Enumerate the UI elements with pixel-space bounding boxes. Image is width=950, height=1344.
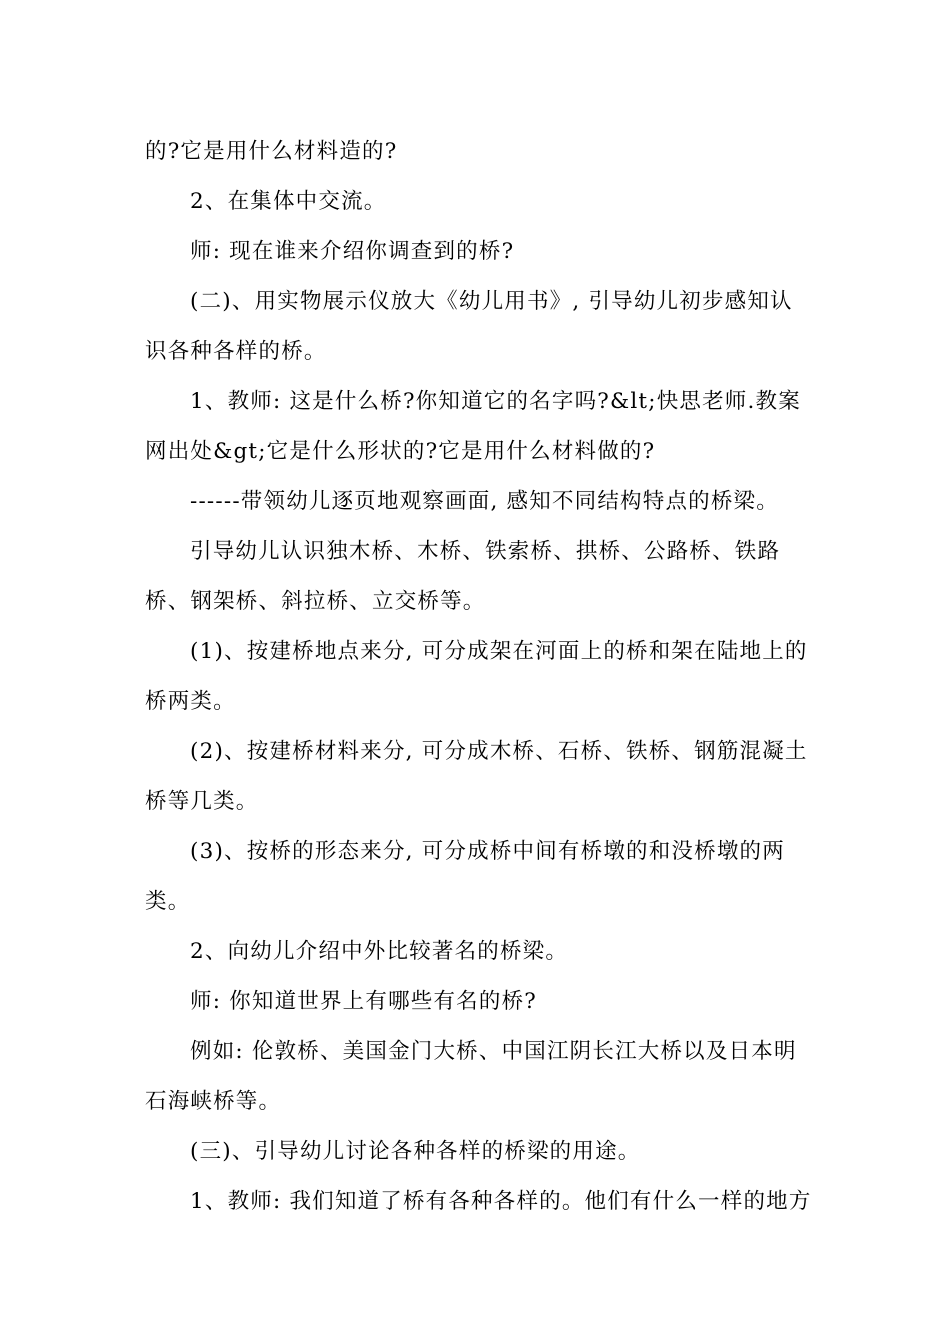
text-line: 2、向幼儿介绍中外比较著名的桥梁。 — [190, 939, 569, 964]
text-line: 例如: 伦敦桥、美国金门大桥、中国江阴长江大桥以及日本明 — [190, 1039, 797, 1064]
text-line: 2、在集体中交流。 — [190, 189, 387, 214]
text-line: 引导幼儿认识独木桥、木桥、铁索桥、拱桥、公路桥、铁路 — [190, 539, 781, 564]
text-line: 1、教师: 这是什么桥?你知道它的名字吗?&lt;快思老师.教案 — [190, 389, 801, 414]
text-line: (三)、引导幼儿讨论各种各样的桥梁的用途。 — [190, 1139, 641, 1164]
text-line: 的?它是用什么材料造的? — [145, 139, 398, 164]
text-line: 桥两类。 — [145, 689, 236, 714]
text-line: 师: 现在谁来介绍你调查到的桥? — [190, 239, 515, 264]
text-line: 桥、钢架桥、斜拉桥、立交桥等。 — [145, 589, 486, 614]
text-line: 桥等几类。 — [145, 789, 259, 814]
text-line: (1)、按建桥地点来分, 可分成架在河面上的桥和架在陆地上的 — [190, 639, 808, 664]
text-line: (二)、用实物展示仪放大《幼儿用书》, 引导幼儿初步感知认 — [190, 289, 793, 314]
text-line: 类。 — [145, 889, 191, 914]
text-line: 识各种各样的桥。 — [145, 339, 327, 364]
text-line: 石海峡桥等。 — [145, 1089, 282, 1114]
text-line: ------带领幼儿逐页地观察画面, 感知不同结构特点的桥梁。 — [190, 489, 779, 514]
text-line: 1、教师: 我们知道了桥有各种各样的。他们有什么一样的地方 — [190, 1189, 812, 1214]
text-line: (2)、按建桥材料来分, 可分成木桥、石桥、铁桥、钢筋混凝土 — [190, 739, 808, 764]
text-line: 网出处&gt;它是什么形状的?它是用什么材料做的? — [145, 439, 656, 464]
text-line: 师: 你知道世界上有哪些有名的桥? — [190, 989, 538, 1014]
text-line: (3)、按桥的形态来分, 可分成桥中间有桥墩的和没桥墩的两 — [190, 839, 785, 864]
